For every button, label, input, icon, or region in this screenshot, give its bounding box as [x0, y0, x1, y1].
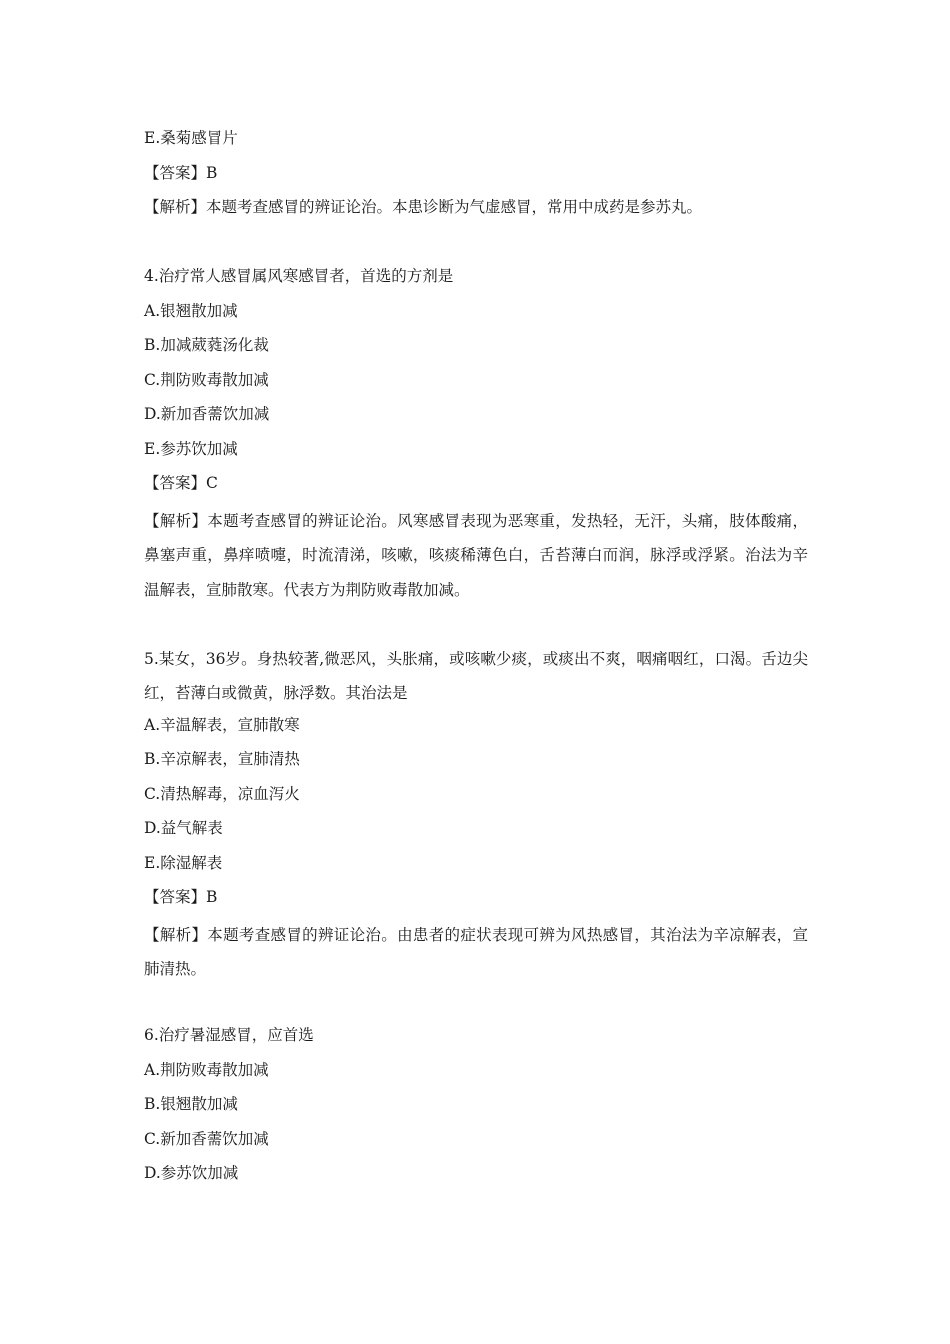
q5-option-d: D.益气解表	[144, 819, 223, 837]
q5-answer: 【答案】B	[144, 888, 218, 906]
document-page	[144, 124, 808, 1194]
q4-option-d: D.新加香薷饮加减	[144, 405, 270, 423]
q4-answer: 【答案】C	[144, 474, 218, 492]
q4-option-b: B.加减葳蕤汤化裁	[144, 336, 269, 354]
spacer	[144, 228, 808, 263]
spacer	[144, 987, 808, 1022]
analysis: 【解析】本题考查感冒的辨证论治。本患诊断为气虚感冒，常用中成药是参苏丸。	[144, 198, 703, 216]
q4-option-e: E.参苏饮加减	[144, 439, 238, 458]
q5-analysis: 【解析】本题考查感冒的辨证论治。由患者的症状表现可辨为风热感冒，其治法为辛凉解表，宣肺清热。	[144, 925, 808, 978]
option-e: E.桑菊感冒片	[144, 129, 238, 147]
q5-option-b: B.辛凉解表，宣肺清热	[144, 750, 300, 768]
spacer	[144, 607, 808, 642]
question-6: 6.治疗暑湿感冒，应首选	[144, 1026, 314, 1044]
q6-option-b: B.银翘散加减	[144, 1095, 238, 1113]
q4-analysis: 【解析】本题考查感冒的辨证论治。风寒感冒表现为恶寒重，发热轻，无汗，头痛，肢体酸痛，鼻塞声重，鼻痒喷嚏，时流清涕，咳嗽，咳痰稀薄色白，舌苔薄白而润，脉浮或浮紧。治法为辛温解表，宣肺散寒。代表方为荆防败毒散加减。	[144, 511, 808, 599]
q6-option-c: C.新加香薷饮加减	[144, 1129, 269, 1148]
q5-option-c: C.清热解毒，凉血泻火	[144, 784, 300, 803]
q5-option-a: A.辛温解表，宣肺散寒	[144, 715, 300, 734]
q6-option-d: D.参苏饮加减	[144, 1164, 239, 1182]
q5-option-e: E.除湿解表	[144, 853, 223, 872]
question-4: 4.治疗常人感冒属风寒感冒者，首选的方剂是	[144, 267, 454, 285]
question-5: 5.某女，36岁。身热较著,微恶风，头胀痛，或咳嗽少痰，或痰出不爽，咽痛咽红，口渴。舌边尖红，苔薄白或微黄，脉浮数。其治法是	[144, 649, 808, 702]
q4-option-c: C.荆防败毒散加减	[144, 370, 269, 389]
answer: 【答案】B	[144, 163, 218, 182]
q4-option-a: A.银翘散加减	[144, 301, 238, 320]
q6-option-a: A.荆防败毒散加减	[144, 1060, 269, 1079]
